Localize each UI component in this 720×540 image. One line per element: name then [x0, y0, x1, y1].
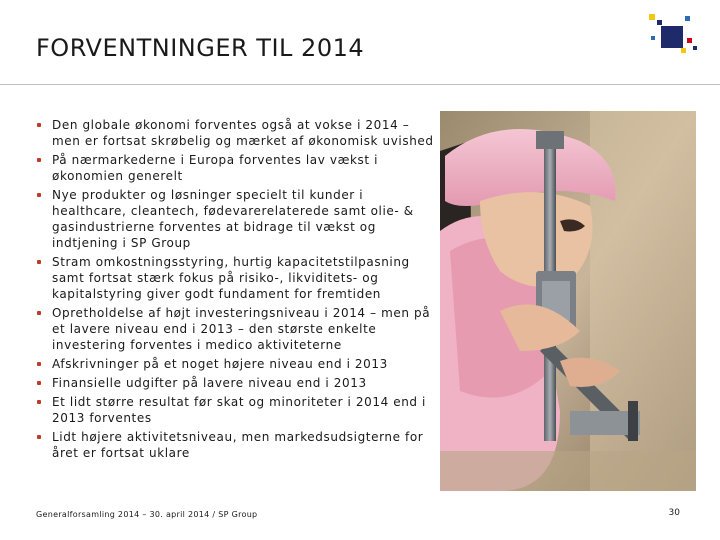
slide-title: FORVENTNINGER TIL 2014 [36, 34, 365, 62]
bullet-marker-icon [37, 435, 41, 439]
bullet-marker-icon [37, 381, 41, 385]
bullet-marker-icon [37, 123, 41, 127]
bullet-item: Opretholdelse af højt investeringsniveau i 2014 – men på et lavere niveau end i 2013 – den største enkelte investering forventes i medico aktiviteterne [36, 305, 434, 353]
logo-navy-square [661, 26, 683, 48]
logo-navy-dot-2 [693, 46, 697, 50]
bullet-item: Stram omkostningsstyring, hurtig kapacitetstilpasning samt fortsat stærk fokus på risiko-, likviditets- og kapitalstyring giver godt fundament for fremtiden [36, 254, 434, 302]
bullet-item: Den globale økonomi forventes også at vokse i 2014 – men er fortsat skrøbelig og mærket af økonomisk uvished [36, 117, 434, 149]
bullet-marker-icon [37, 158, 41, 162]
bullet-marker-icon [37, 311, 41, 315]
photo-illustration [440, 111, 696, 491]
bullet-marker-icon [37, 362, 41, 366]
logo-yellow-square [649, 14, 655, 20]
bullet-item: Finansielle udgifter på lavere niveau end i 2013 [36, 375, 434, 391]
logo-navy-dot [657, 20, 662, 25]
bullet-item: Et lidt større resultat før skat og minoriteter i 2014 end i 2013 forventes [36, 394, 434, 426]
bullet-item: Nye produkter og løsninger specielt til kunder i healthcare, cleantech, fødevarerelaterede samt olie- & gasindustrierne forventes at bidrage til vækst og indtjening i SP Group [36, 187, 434, 251]
bullet-marker-icon [37, 400, 41, 404]
bullet-item: Lidt højere aktivitetsniveau, men markedsudsigterne for året er fortsat uklare [36, 429, 434, 461]
slide-footer: Generalforsamling 2014 – 30. april 2014 / SP Group [36, 510, 258, 519]
bullet-list [36, 117, 434, 464]
bullet-marker-icon [37, 193, 41, 197]
worker-with-measuring-gauge-photo [440, 111, 696, 491]
bullet-item: På nærmarkederne i Europa forventes lav vækst i økonomien generelt [36, 152, 434, 184]
logo-yellow-dot [681, 48, 686, 53]
logo-blue-dot [685, 16, 690, 21]
page-number: 30 [668, 508, 680, 518]
title-divider [0, 84, 720, 85]
bullet-marker-icon [37, 260, 41, 264]
sp-group-logo-icon [645, 12, 701, 56]
logo-blue-dot-2 [651, 36, 655, 40]
logo-red-dot [687, 38, 692, 43]
bullet-item: Afskrivninger på et noget højere niveau end i 2013 [36, 356, 434, 372]
